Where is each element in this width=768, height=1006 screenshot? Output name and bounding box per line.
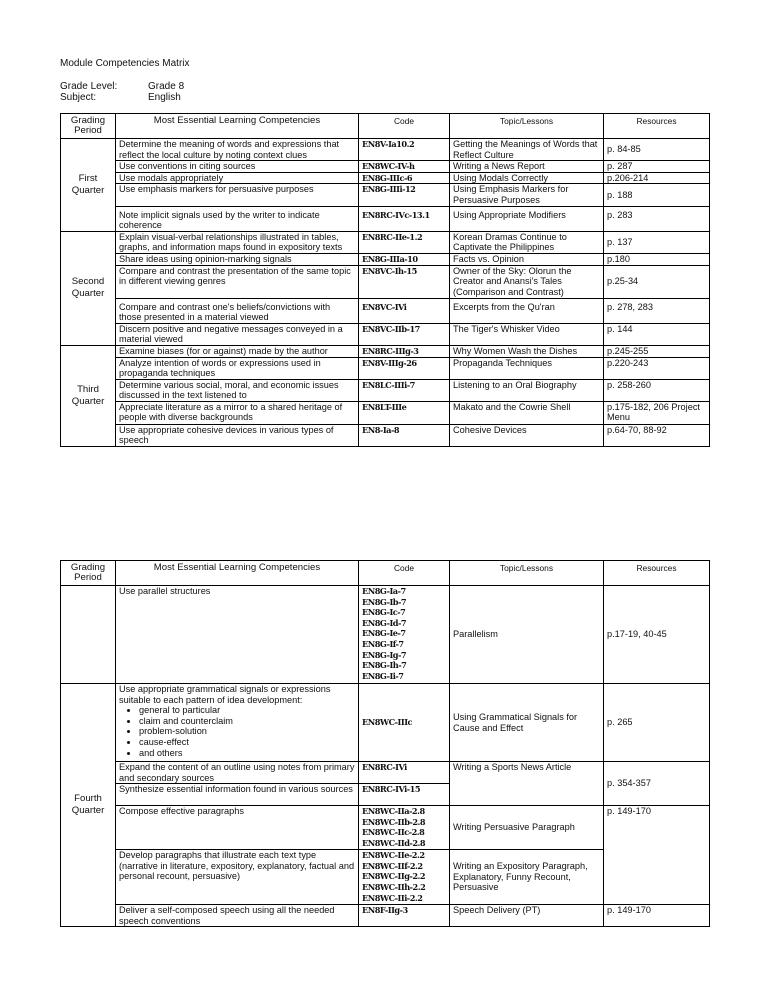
competency-cell: Appreciate literature as a mirror to a shared heritage of people with diverse backgrounds: [116, 401, 359, 424]
list-item: • cause-effect: [139, 737, 355, 748]
header-resources: Resources: [604, 114, 710, 139]
topic-cell: Listening to an Oral Biography: [450, 379, 604, 401]
resources-cell: p. 354-357: [604, 762, 710, 806]
period-second-quarter: Second Quarter: [61, 231, 116, 345]
competency-cell: Develop paragraphs that illustrate each text type (narrative in literature, expository, explanatory, factual and personal recount, persuasive): [116, 850, 359, 905]
topic-cell: Writing an Expository Paragraph, Explanatory, Funny Recount, Persuasive: [450, 850, 604, 905]
code-cell: EN8WC-IIIc: [359, 684, 450, 762]
list-item: • and others: [139, 748, 355, 759]
competency-cell: Compose effective paragraphs: [116, 806, 359, 850]
code-cell: EN8RC-IVc-13.1: [359, 206, 450, 231]
competency-cell: Deliver a self-composed speech using all the needed speech conventions: [116, 905, 359, 927]
code-cell: EN8RC-IIIg-3: [359, 345, 450, 357]
code-line: EN8G-Ic-7: [362, 607, 406, 618]
header-topic: Topic/Lessons: [450, 114, 604, 139]
resources-cell: p. 283: [604, 206, 710, 231]
code-cell: EN8LT-IIIe: [359, 401, 450, 424]
code-cell: EN8WC-IV-h: [359, 161, 450, 173]
header-grading-period: Grading Period: [61, 114, 116, 139]
code-cell: EN8V-IIIg-26: [359, 357, 450, 379]
topic-cell: The Tiger's Whisker Video: [450, 323, 604, 345]
code-cell: EN8G-IIIa-10: [359, 253, 450, 265]
table-row: [61, 762, 710, 784]
competency-cell: Explain visual-verbal relationships illustrated in tables, graphs, and information maps found in expository texts: [116, 231, 359, 253]
table-row: [61, 905, 710, 927]
resources-cell: p. 137: [604, 231, 710, 253]
topic-cell: Using Emphasis Markers for Persuasive Purposes: [450, 184, 604, 206]
resources-cell: p.175-182, 206 Project Menu: [604, 401, 710, 424]
table-row: [61, 345, 710, 357]
code-line: EN8WC-IId-2.8: [362, 837, 426, 848]
code-cell: EN8RC-IVi: [359, 762, 450, 784]
code-cell: EN8VC-IVi: [359, 298, 450, 323]
code-cell: EN8G-IIIi-12: [359, 184, 450, 206]
resources-cell: p.25-34: [604, 265, 710, 298]
code-cell: EN8RC-IVi-15: [359, 784, 450, 806]
grade-level-row: [60, 81, 184, 92]
subject-value: English: [148, 92, 181, 103]
competency-table-1: [60, 113, 710, 447]
pattern-list: [119, 705, 355, 758]
competency-cell: Discern positive and negative messages conveyed in a material viewed: [116, 323, 359, 345]
code-cell: EN8VC-Ih-15: [359, 265, 450, 298]
code-line: EN8G-Ib-7: [362, 596, 407, 607]
competency-cell: Share ideas using opinion-marking signals: [116, 253, 359, 265]
code-line: EN8WC-IIh-2.2: [362, 881, 426, 892]
topic-cell: Getting the Meanings of Words that Reflect Culture: [450, 139, 604, 161]
table-row: [61, 379, 710, 401]
code-cell: EN8VC-IIb-17: [359, 323, 450, 345]
header-competency: Most Essential Learning Competencies: [116, 561, 359, 586]
header-resources: Resources: [604, 561, 710, 586]
table-row: [61, 265, 710, 298]
competency-cell: Determine various social, moral, and economic issues discussed in the text listened to: [116, 379, 359, 401]
code-line: EN8G-If-7: [362, 638, 404, 649]
subject-row: [60, 92, 181, 103]
resources-cell: p.64-70, 88-92: [604, 424, 710, 446]
code-line: EN8WC-IIf-2.2: [362, 860, 423, 871]
competency-cell: [116, 684, 359, 762]
competency-cell: Compare and contrast the presentation of the same topic in different viewing genres: [116, 265, 359, 298]
competency-cell: Analyze intention of words or expressions used in propaganda techniques: [116, 357, 359, 379]
resources-cell: p.220-243: [604, 357, 710, 379]
code-line: EN8WC-IIe-2.2: [362, 850, 425, 861]
table-row: [61, 684, 710, 762]
period-first-quarter: First Quarter: [61, 139, 116, 232]
resources-cell: p. 149-170: [604, 905, 710, 927]
competency-cell: Use modals appropriately: [116, 172, 359, 184]
resources-cell: p.206-214: [604, 172, 710, 184]
topic-cell: Writing Persuasive Paragraph: [450, 806, 604, 850]
period-fourth-quarter: Fourth Quarter: [61, 684, 116, 927]
code-cell: EN8V-Ia10.2: [359, 139, 450, 161]
competency-cell: Use appropriate cohesive devices in various types of speech: [116, 424, 359, 446]
topic-cell: Parallelism: [450, 586, 604, 684]
code-list-cell: [359, 586, 450, 684]
code-line: EN8WC-IIb-2.8: [362, 816, 426, 827]
topic-cell: Facts vs. Opinion: [450, 253, 604, 265]
header-code: Code: [359, 114, 450, 139]
period-third-quarter: Third Quarter: [61, 345, 116, 446]
table-row: [61, 586, 710, 684]
header-code: Code: [359, 561, 450, 586]
code-line: EN8G-Ig-7: [362, 649, 407, 660]
list-item: • general to particular: [139, 705, 355, 716]
grade-level-label: Grade Level:: [60, 81, 118, 92]
table-row: [61, 139, 710, 161]
topic-cell: Owner of the Sky: Olorun the Creator and Anansi's Tales (Comparison and Contrast): [450, 265, 604, 298]
resources-cell: p. 188: [604, 184, 710, 206]
code-line: EN8G-Ih-7: [362, 660, 407, 671]
resources-cell: p.17-19, 40-45: [604, 586, 710, 684]
code-line: EN8G-Ii-7: [362, 670, 404, 681]
resources-cell: p. 287: [604, 161, 710, 173]
resources-cell: p. 149-170: [604, 806, 710, 905]
competency-text: Use appropriate grammatical signals or expressions suitable to each pattern of idea development:: [119, 684, 331, 705]
table-row: [61, 253, 710, 265]
table-row: [61, 298, 710, 323]
competency-cell: Synthesize essential information found in various sources: [116, 784, 359, 806]
table-row: [61, 357, 710, 379]
competency-cell: Compare and contrast one's beliefs/convictions with those presented in a material viewed: [116, 298, 359, 323]
competency-cell: Determine the meaning of words and expressions that reflect the local culture by noting context clues: [116, 139, 359, 161]
competency-cell: Use emphasis markers for persuasive purposes: [116, 184, 359, 206]
header-topic: Topic/Lessons: [450, 561, 604, 586]
table-row: [61, 323, 710, 345]
topic-cell: Using Appropriate Modifiers: [450, 206, 604, 231]
code-cell: EN8RC-IIe-1.2: [359, 231, 450, 253]
topic-cell: Speech Delivery (PT): [450, 905, 604, 927]
topic-cell: Korean Dramas Continue to Captivate the Philippines: [450, 231, 604, 253]
table-header-row: [61, 114, 710, 139]
code-cell: EN8-Ia-8: [359, 424, 450, 446]
list-item: • problem-solution: [139, 726, 355, 737]
competency-cell: Use parallel structures: [116, 586, 359, 684]
topic-cell: Using Grammatical Signals for Cause and Effect: [450, 684, 604, 762]
topic-cell: Writing a Sports News Article: [450, 762, 604, 806]
code-list-cell: [359, 850, 450, 905]
resources-cell: p. 84-85: [604, 139, 710, 161]
document-title: Module Competencies Matrix: [60, 58, 190, 69]
topic-cell: Why Women Wash the Dishes: [450, 345, 604, 357]
code-line: EN8WC-IIg-2.2: [362, 871, 426, 882]
competency-cell: Note implicit signals used by the writer to indicate coherence: [116, 206, 359, 231]
code-cell: EN8F-IIg-3: [359, 905, 450, 927]
list-item: • claim and counterclaim: [139, 716, 355, 727]
code-line: EN8G-Ia-7: [362, 586, 406, 596]
code-line: EN8WC-IIc-2.8: [362, 827, 425, 838]
table-row: [61, 184, 710, 206]
table-row: [61, 172, 710, 184]
topic-cell: Makato and the Cowrie Shell: [450, 401, 604, 424]
code-line: EN8WC-IIi-2.2: [362, 892, 423, 903]
resources-cell: p.180: [604, 253, 710, 265]
code-list-cell: [359, 806, 450, 850]
competency-cell: Expand the content of an outline using notes from primary and secondary sources: [116, 762, 359, 784]
resources-cell: p. 144: [604, 323, 710, 345]
table-row: [61, 401, 710, 424]
table-row: [61, 806, 710, 850]
subject-label: Subject:: [60, 92, 97, 103]
table-row: [61, 231, 710, 253]
period-empty-cell: [61, 586, 116, 684]
grade-level-value: Grade 8: [148, 81, 185, 92]
table-row: [61, 161, 710, 173]
code-line: EN8G-Ie-7: [362, 628, 406, 639]
competency-cell: Examine biases (for or against) made by the author: [116, 345, 359, 357]
code-line: EN8WC-IIa-2.8: [362, 806, 425, 817]
header-competency: Most Essential Learning Competencies: [116, 114, 359, 139]
table-row: [61, 206, 710, 231]
table-row: [61, 424, 710, 446]
table-header-row: [61, 561, 710, 586]
code-cell: EN8G-IIIc-6: [359, 172, 450, 184]
resources-cell: p. 278, 283: [604, 298, 710, 323]
resources-cell: p.245-255: [604, 345, 710, 357]
competency-cell: Use conventions in citing sources: [116, 161, 359, 173]
topic-cell: Writing a News Report: [450, 161, 604, 173]
topic-cell: Cohesive Devices: [450, 424, 604, 446]
code-cell: EN8LC-IIIi-7: [359, 379, 450, 401]
resources-cell: p. 258-260: [604, 379, 710, 401]
competency-table-2: [60, 560, 710, 927]
resources-cell: p. 265: [604, 684, 710, 762]
topic-cell: Excerpts from the Qu'ran: [450, 298, 604, 323]
topic-cell: Propaganda Techniques: [450, 357, 604, 379]
code-line: EN8G-Id-7: [362, 617, 407, 628]
header-grading-period: Grading Period: [61, 561, 116, 586]
topic-cell: Using Modals Correctly: [450, 172, 604, 184]
